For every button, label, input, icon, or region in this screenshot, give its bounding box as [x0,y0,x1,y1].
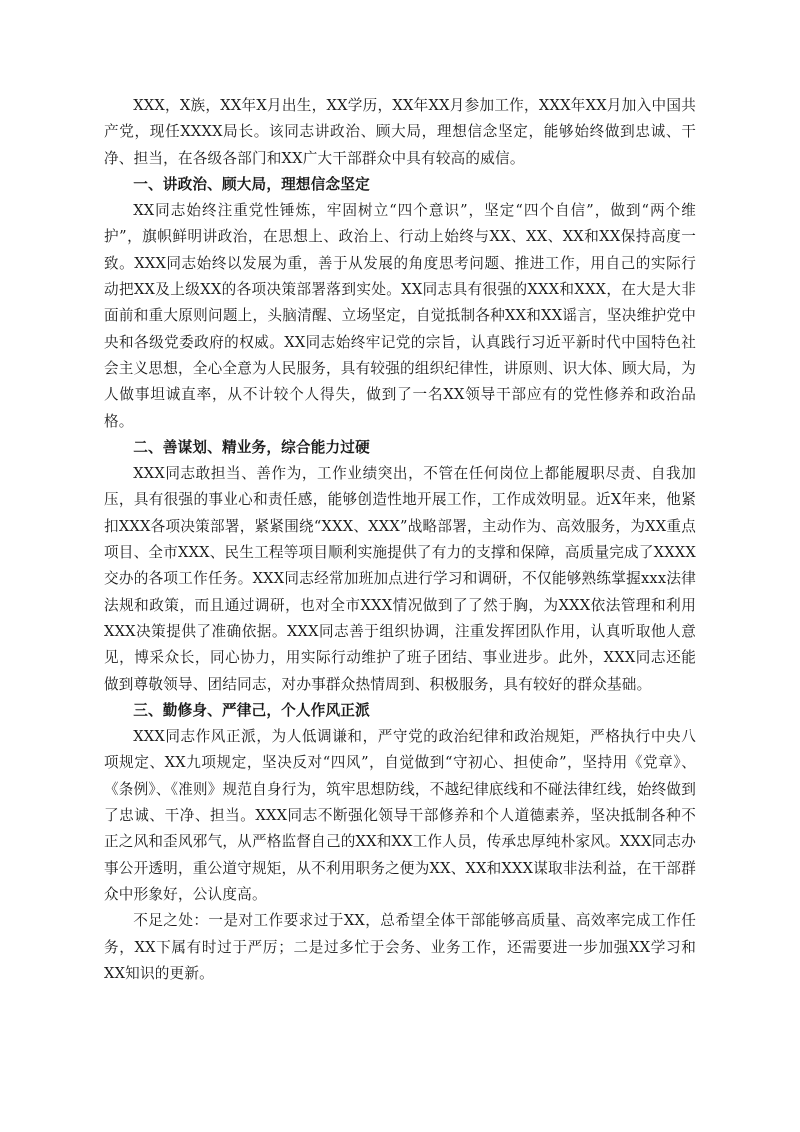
section-2-heading: 二、善谋划、精业务，综合能力过硬 [133,438,370,456]
document-page [104,93,696,987]
section-2-body: XXX同志敢担当、善作为，工作业绩突出，不管在任何岗位上都能履职尽责、自我加压，具有很强的事业心和责任感，能够创造性地开展工作，工作成效明显。近X年来，他紧扣XXX各项决策部署，紧紧围绕“XXX、XXX”战略部署，主动作为、高效服务，为XX重点项目、全市XXX、民生工程等项目顺利实施提供了有力的支撑和保障，高质量完成了XXXX交办的各项工作任务。XXX同志经常加班加点进行学习和调研，不仅能够熟练掌握xxx法律法规和政策，而且通过调研，也对全市XXX情况做到了了然于胸，为XXX依法管理和利用XXX决策提供了准确依据。XXX同志善于组织协调，注重发挥团队作用，认真听取他人意见，博采众长，同心协力，用实际行动维护了班子团结、事业进步。此外，XXX同志还能做到尊敬领导、团结同志，对办事群众热情周到、积极服务，具有较好的群众基础。 [104,465,696,693]
section-1-body: XX同志始终注重党性锤炼，牢固树立“四个意识”，坚定“四个自信”，做到“两个维护”，旗帜鲜明讲政治，在思想上、政治上、行动上始终与XX、XX、XX和XX保持高度一致。XXX同志始终以发展为重，善于从发展的角度思考问题、推进工作，用自己的实际行动把XX及上级XX的各项决策部署落到实处。XX同志具有很强的XXX和XXX，在大是大非面前和重大原则问题上，头脑清醒、立场坚定，自觉抵制各种XX和XX谣言，坚决维护党中央和各级党委政府的权威。XX同志始终牢记党的宗旨，认真践行习近平新时代中国特色社会主义思想，全心全意为人民服务，具有较强的组织纪律性，讲原则、识大体、顾大局，为人做事坦诚直率，从不计较个人得失，做到了一名XX领导干部应有的党性修养和政治品格。 [104,202,696,430]
shortcomings-paragraph: 不足之处：一是对工作要求过于XX，总希望全体干部能够高质量、高效率完成工作任务，XX下属有时过于严厉；二是过多忙于会务、业务工作，还需要进一步加强XX学习和XX知识的更新。 [104,912,696,982]
section-1-heading: 一、讲政治、顾大局，理想信念坚定 [133,175,370,193]
section-3-body: XXX同志作风正派，为人低调谦和，严守党的政治纪律和政治规矩，严格执行中央八项规定、XX九项规定，坚决反对“四风”，自觉做到“守初心、担使命”，坚持用《党章》、《条例》、《准则》规范自身行为，筑牢思想防线，不越纪律底线和不碰法律红线，始终做到了忠诚、干净、担当。XXX同志不断强化领导干部修养和个人道德素养，坚决抵制各种不正之风和歪风邪气，从严格监督自己的XX和XX工作人员，传承忠厚纯朴家风。XXX同志办事公开透明，重公道守规矩，从不利用职务之便为XX、XX和XXX谋取非法利益，在干部群众中形象好，公认度高。 [104,728,696,903]
intro-paragraph: XXX，X族，XX年X月出生，XX学历，XX年XX月参加工作，XXX年XX月加入中国共产党，现任XXXX局长。该同志讲政治、顾大局，理想信念坚定，能够始终做到忠诚、干净、担当，在各级各部门和XX广大干部群众中具有较高的威信。 [104,97,696,167]
section-3-heading: 三、勤修身、严律己，个人作风正派 [133,701,370,719]
